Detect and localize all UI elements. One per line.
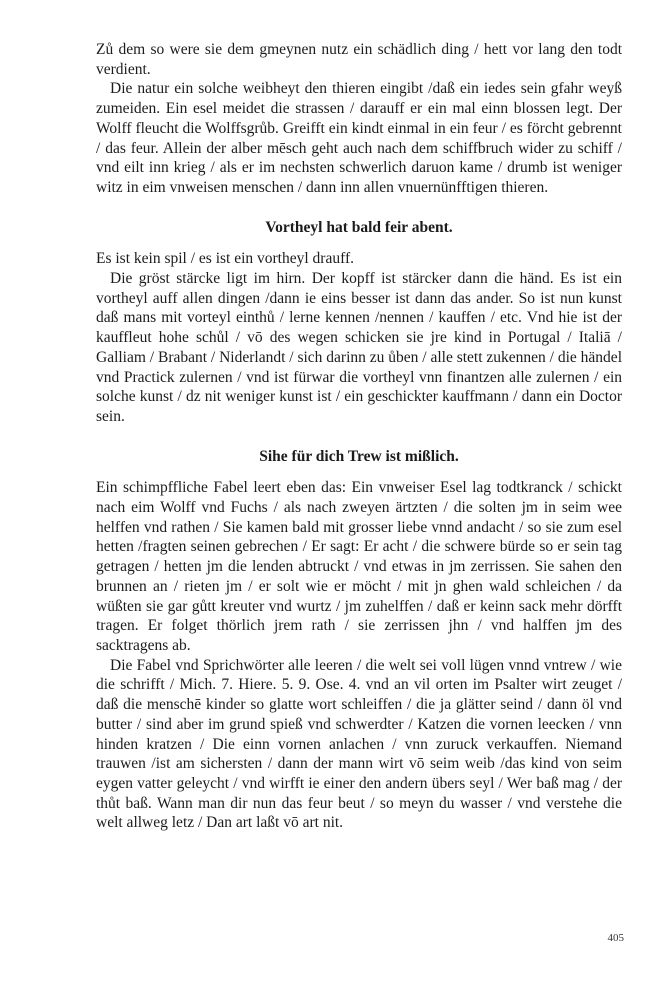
paragraph-sprichwoerter: Die Fabel vnd Sprichwörter alle leeren / die welt sei voll lügen vnnd vntrew / wie die schrifft / Mich. 7. Hiere. 5. 9. Ose. 4. vnd an vil orten im Psalter wirt zeuget / daß die menschē kinder so glatte wort schleiffen / die ja glätter seind / dann öl vnd butter / sind aber im grund spieß vnd schwerdter / Katzen die vornen leecken / vnn hinden kratzen / Die einn vornen anlachen / vnn zuruck verkauffen. Niemand trauwen /ist am sichersten / dann der mann wirt vō seim weib /das kind von seim eygen vatter geleycht / vnd wirfft ie einer den andern übers seyl / Wer baß mag / der thůt baß. Wann man dir nun das feur beut / so meyn du wasser / vnd verstehe die welt allweg letz / Dan art laßt vō art nit. [96, 656, 622, 832]
paragraph-kauffleut: Die gröst stärcke ligt im hirn. Der kopff ist stärcker dann die händ. Es ist ein vortheyl auff allen dingen /dann ie eins besser ist dann das ander. So ist nun kunst daß mans mit vorteyl einthů / lerne kennen /nennen / kauffen / etc. Vnd hie ist der kauffleut hohe schůl / vō des wegen schicken sie jre kind in Portugal / Italiā / Galliam / Brabant / Niderlandt / sich darinn zu ůben / alle stett zukennen / die händel vnd Practick zulernen / vnd ist fürwar die vortheyl vnn finantzen alle zulernen / ein solche kunst / dz nit weniger kunst ist / ein geschickter kauffmann / dann ein Doctor sein. [96, 270, 622, 425]
section-heading-trew: Sihe für dich Trew ist mißlich. [259, 447, 459, 465]
proverb-vortheyl: Es ist kein spil / es ist ein vortheyl drauff. [96, 250, 355, 268]
paragraph-fabel-esel: Ein schimpffliche Fabel leert eben das: Ein vnweiser Esel lag todtkranck / schickt nach eim Wolff vnd Fuchs / als nach zweyen ärtzten / die solten jm in seim wee helffen vnd rathen / Sie kamen bald mit grosser liebe vnnd andacht / so sie zum esel hetten /fragten seinen gebrechen / Er sagt: Er acht / die schwere bürde so er sein tag getragen / hetten jm die lenden abtruckt / vnd etwas in jm zerrissen. Sie sahen den brunnen an / rieten jm / er solt wie er möcht / mit jn ghen wald schleichen / da wüßten sie gar gůtt kreuter vnd wurtz / jm zuhelffen / daß er keinn sack mehr dörfft tragen. Er folget thörlich jrem rath / sie zerrissen jhn / vnd halffen jm des sacktragens ab. [96, 479, 622, 654]
section-heading-vortheyl: Vortheyl hat bald feir abent. [265, 218, 453, 236]
paragraph-natur: Die natur ein solche weibheyt den thieren eingibt /daß ein iedes sein gfahr weyß zumeiden. Ein esel meidet die strassen / darauff er ein mal einn blossen legt. Der Wolff fleucht die Wolffsgrůb. Greifft ein kindt einmal in ein feur / es förcht gebrennt / das feur. Allein der alber mēsch geht auch nach dem schiffbruch wider zu schiff / vnd eilt inn krieg / als er im nechsten schwerlich daruon kame / drumb ist weniger witz in eim vnweisen menschen / dann inn allen vnuernünfftigen thieren. [96, 80, 622, 196]
paragraph-continuation: Zů dem so were sie dem gmeynen nutz ein schädlich ding / hett vor lang den todt verdient. [96, 41, 622, 78]
page-number: 405 [607, 932, 624, 944]
page-body [96, 40, 622, 833]
